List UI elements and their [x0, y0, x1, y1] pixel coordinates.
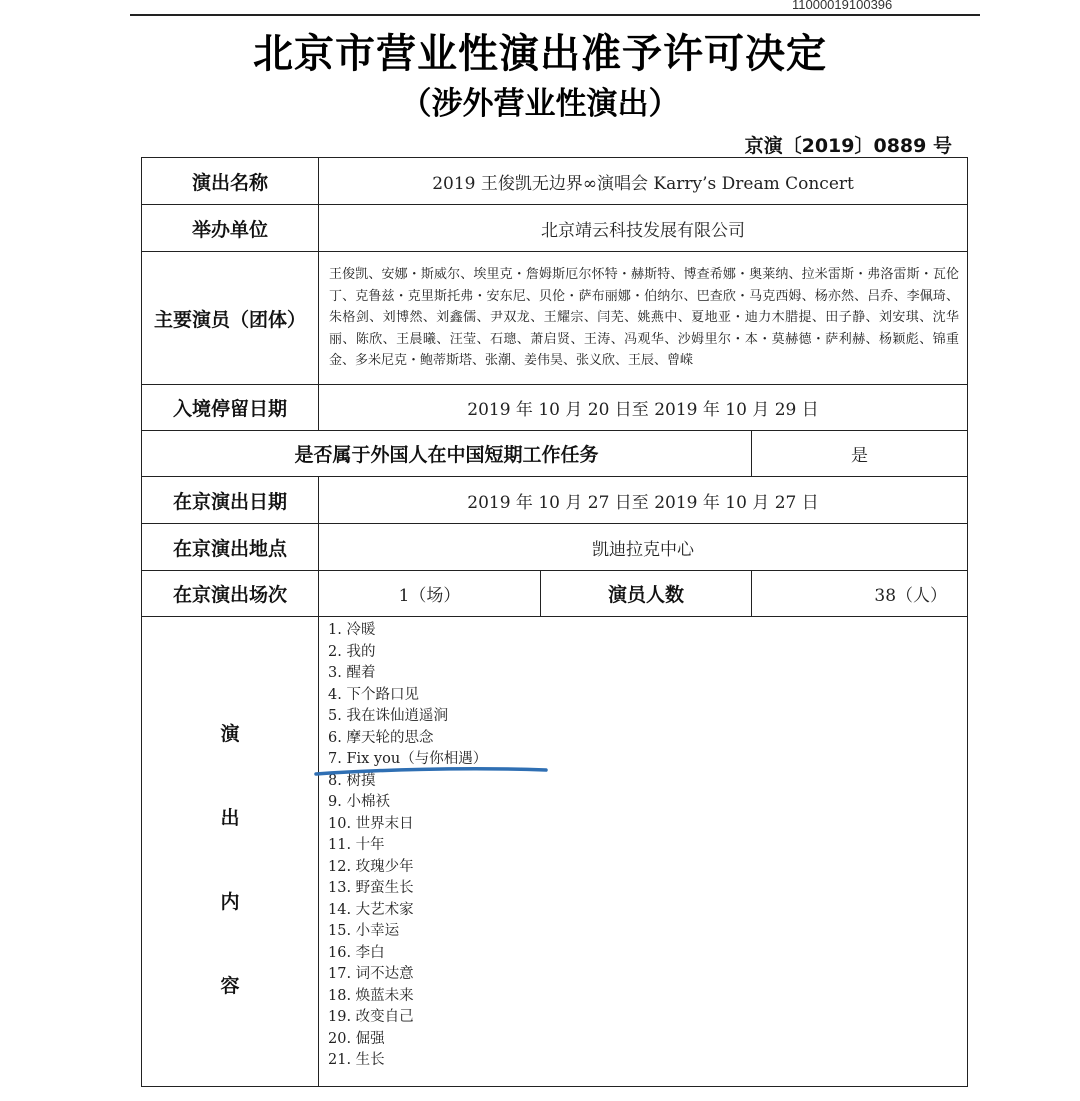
- song-item: 10. 世界末日: [328, 815, 414, 832]
- label-organizer: 举办单位: [142, 205, 319, 252]
- song-item: 15. 小幸运: [328, 923, 400, 939]
- song-item: 2. 我的: [328, 643, 376, 660]
- value-performance-name: 2019 王俊凯无边界∞演唱会 Karry’s Dream Concert: [319, 158, 968, 205]
- content-label-char: 出: [220, 807, 240, 829]
- label-entry-dates: 入境停留日期: [142, 385, 319, 431]
- label-venue: 在京演出地点: [142, 524, 319, 571]
- value-entry-dates: 2019 年 10 月 20 日至 2019 年 10 月 29 日: [319, 385, 968, 431]
- label-shows: 在京演出场次: [142, 571, 319, 617]
- value-short-term-work: 是: [752, 431, 968, 477]
- song-item: 19. 改变自己: [328, 1009, 414, 1025]
- song-item: 6. 摩天轮的思念: [328, 729, 434, 746]
- song-item: 21. 生长: [328, 1052, 385, 1068]
- content-label-char: 演: [220, 723, 240, 745]
- row-performance-name: [142, 158, 968, 205]
- document-title: 北京市营业性演出准予许可决定: [253, 31, 827, 77]
- document-subtitle: （涉外营业性演出）: [400, 86, 680, 122]
- handwritten-underline: [314, 766, 550, 778]
- row-venue: [142, 524, 968, 571]
- row-performers: [142, 252, 968, 385]
- top-rule: [130, 14, 980, 16]
- row-content: [142, 617, 968, 1087]
- song-item-highlighted: 7. Fix you（与你相遇）: [328, 751, 488, 767]
- value-shows: 1（场）: [319, 571, 541, 617]
- label-beijing-dates: 在京演出日期: [142, 477, 319, 524]
- song-item: 13. 野蛮生长: [328, 880, 414, 896]
- label-performer-count: 演员人数: [541, 571, 752, 617]
- content-label-char: 容: [220, 975, 240, 997]
- song-item: 16. 李白: [328, 944, 385, 961]
- song-item: 12. 玫瑰少年: [328, 858, 414, 875]
- value-performers: 王俊凯、安娜・斯威尔、埃里克・詹姆斯厄尔怀特・赫斯特、博查希娜・奥莱纳、拉米雷斯・弗洛雷斯・瓦伦丁、克鲁兹・克里斯托弗・安东尼、贝伦・萨布丽娜・伯纳尔、巴查欣・马克西姆、杨亦然、吕乔、李佩琦、朱格剑、刘博然、刘鑫儒、尹双龙、王耀宗、闫芜、姚燕中、夏地亚・迪力木腊提、田子静、刘安琪、沈华丽、陈欣、王晨曦、汪莹、石璁、萧启贤、王涛、冯观华、沙姆里尔・本・莫赫德・萨利赫、杨颖彪、锦重金、多米尼克・鲍蒂斯塔、张潮、姜伟昊、张义欣、王辰、曾嵘: [319, 252, 968, 385]
- row-entry-dates: [142, 385, 968, 431]
- permit-table: [141, 157, 968, 1087]
- song-list: [319, 617, 968, 1087]
- song-item: 1. 冷暖: [328, 622, 376, 638]
- song-item: 8. 树摸: [328, 772, 376, 789]
- song-item: 3. 醒着: [328, 665, 376, 681]
- value-beijing-dates: 2019 年 10 月 27 日至 2019 年 10 月 27 日: [319, 477, 968, 524]
- row-beijing-dates: [142, 477, 968, 524]
- label-performers: 主要演员（团体）: [142, 252, 319, 385]
- row-shows: [142, 571, 968, 617]
- song-item: 11. 十年: [328, 837, 385, 853]
- song-item: 4. 下个路口见: [328, 686, 419, 703]
- value-performer-count: 38（人）: [752, 571, 968, 617]
- label-performance-name: 演出名称: [142, 158, 319, 205]
- value-venue: 凯迪拉克中心: [319, 524, 968, 571]
- row-short-term-work: [142, 431, 968, 477]
- song-item: 9. 小棉袄: [328, 794, 390, 810]
- document-number: 京演〔2019〕0889 号: [744, 135, 952, 157]
- song-item: 5. 我在诛仙逍遥涧: [328, 708, 448, 724]
- song-item: 17. 词不达意: [328, 966, 414, 982]
- row-organizer: [142, 205, 968, 252]
- song-item: 20. 倔强: [328, 1030, 385, 1047]
- song-item: 14. 大艺术家: [328, 901, 414, 918]
- document-code: 11000019100396: [792, 0, 893, 12]
- song-item: 18. 焕蓝未来: [328, 987, 414, 1004]
- value-organizer: 北京靖云科技发展有限公司: [319, 205, 968, 252]
- label-short-term-work: 是否属于外国人在中国短期工作任务: [142, 431, 752, 477]
- content-label-char: 内: [220, 891, 240, 913]
- label-content: [142, 617, 319, 1087]
